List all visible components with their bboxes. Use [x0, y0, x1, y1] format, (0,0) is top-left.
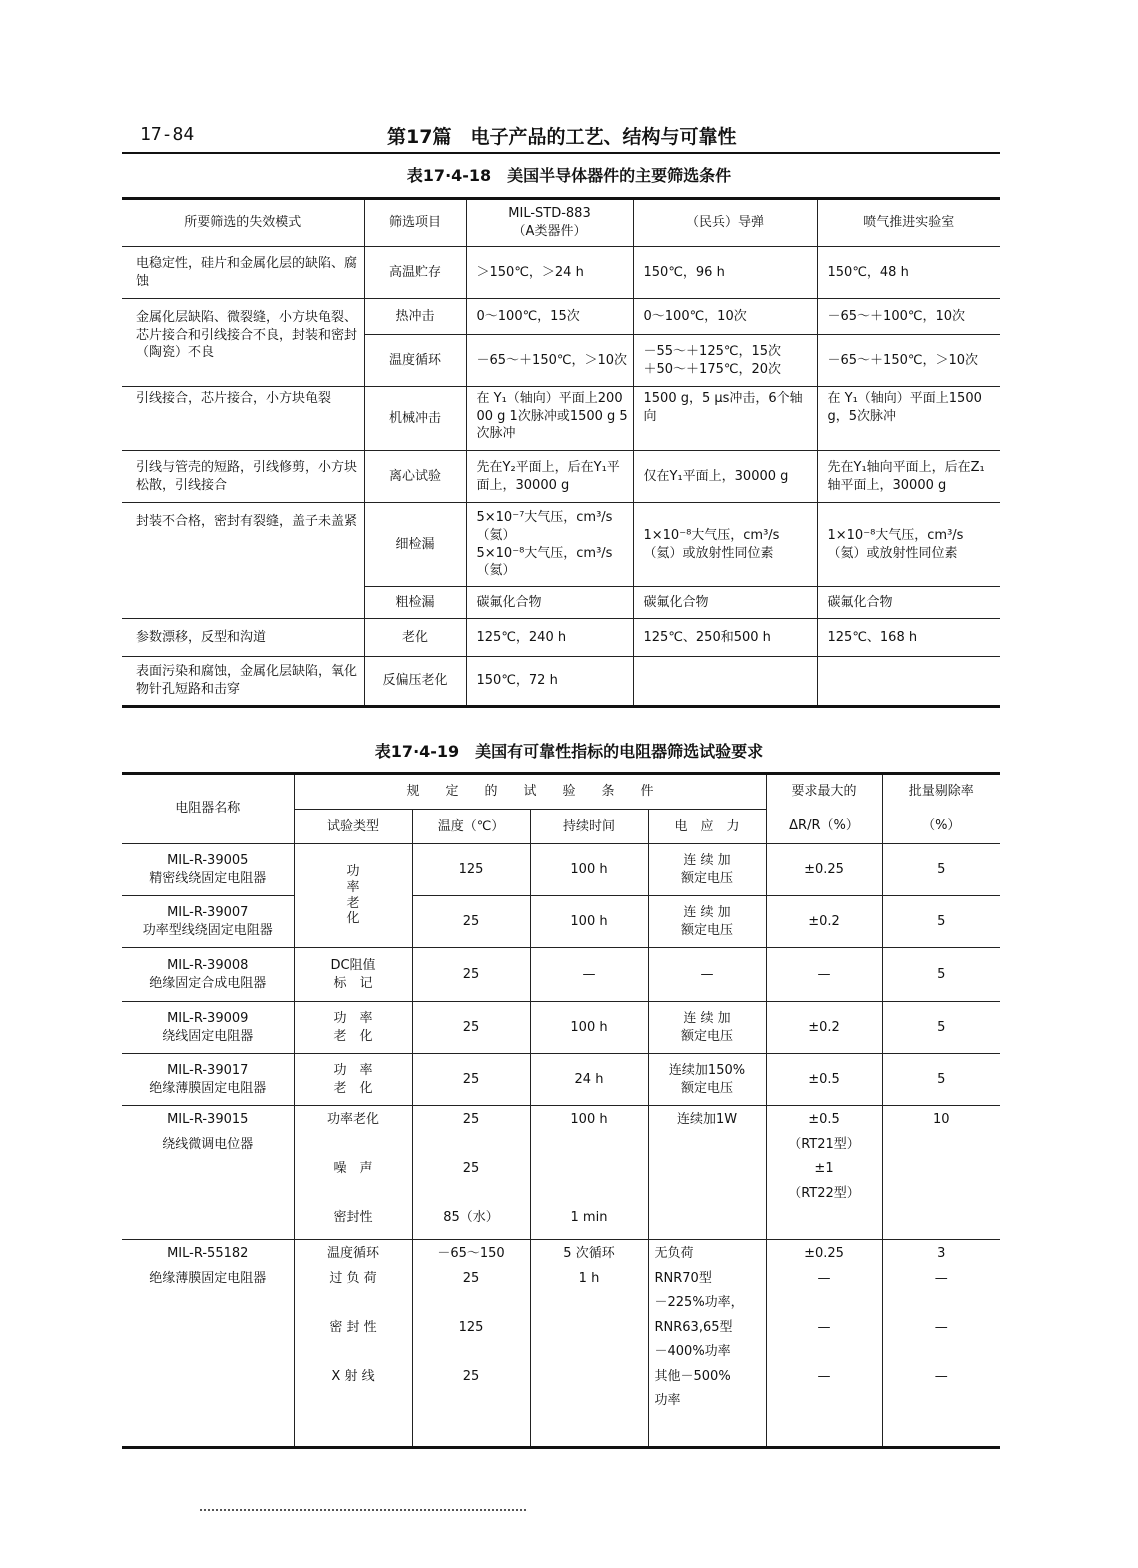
table-cell: —	[648, 948, 766, 1002]
column-header: 筛选项目	[364, 199, 466, 247]
table-cell: 10	[932, 1112, 950, 1127]
table-row	[122, 503, 1000, 587]
table-cell: 在 Y₁（轴向）平面上1500 g，5次脉冲	[817, 387, 1000, 451]
failure-mode-cell: 引线与管壳的短路，引线修剪，小方块松散，引线接合	[122, 451, 364, 503]
table-17-4-18-caption: 表17·4-18 美国半导体器件的主要筛选条件	[406, 166, 732, 185]
page-header	[122, 120, 1000, 154]
table-row	[122, 1002, 1000, 1054]
column-header: 喷气推进实验室	[817, 199, 1000, 247]
table-cell	[633, 657, 817, 707]
table-cell: ±0.2	[766, 896, 882, 948]
table-cell: —	[530, 948, 648, 1002]
table-row	[122, 657, 1000, 707]
screen-item-cell: 热冲击	[364, 299, 466, 335]
table-17-4-18	[122, 197, 1000, 708]
test-type-cell: 功率老化 噪 声 密封性	[294, 1106, 412, 1240]
table-cell: 连续加1W	[648, 1106, 766, 1240]
table-row	[122, 1054, 1000, 1106]
table-cell: ±0.5	[766, 1054, 882, 1106]
table-cell: 125℃、168 h	[817, 619, 1000, 657]
table-17-4-19	[122, 772, 1000, 1449]
table-cell: 连 续 加 额定电压	[648, 844, 766, 896]
table-cell: 100 h	[530, 1002, 648, 1054]
table-row	[122, 1106, 1000, 1240]
table-cell: 5	[882, 896, 1000, 948]
table-cell: 无负荷 RNR70型 －225%功率， RNR63,65型 －400%功率 其他－500% 功率	[648, 1240, 766, 1448]
column-header: 温度（℃）	[412, 810, 530, 844]
table-cell: —	[766, 948, 882, 1002]
table-cell: 连 续 加 额定电压	[648, 1002, 766, 1054]
failure-mode-cell: 封装不合格，密封有裂缝，盖子未盖紧	[122, 503, 364, 619]
column-header: ΔR/R（%）	[766, 810, 882, 844]
table-cell: 5	[882, 844, 1000, 896]
screen-item-cell: 细检漏	[364, 503, 466, 587]
failure-mode-cell: 表面污染和腐蚀，金属化层缺陷，氧化物针孔短路和击穿	[122, 657, 364, 707]
test-type-cell: 功 率 老 化	[294, 844, 412, 948]
column-header: 持续时间	[530, 810, 648, 844]
table-cell: 100 h	[530, 896, 648, 948]
table-cell: 3 — — —	[882, 1240, 1000, 1448]
table-cell: 5	[882, 1054, 1000, 1106]
column-header: （民兵）导弹	[633, 199, 817, 247]
resistor-name-cell: MIL-R-55182 绝缘薄膜固定电阻器	[122, 1240, 294, 1448]
screen-item-cell: 机械冲击	[364, 387, 466, 451]
table-cell: 24 h	[530, 1054, 648, 1106]
test-type-cell: DC阻值 标 记	[294, 948, 412, 1002]
screen-item-cell: 反偏压老化	[364, 657, 466, 707]
table-header-row	[122, 774, 1000, 810]
table-cell: 1×10⁻⁸大气压，cm³/s （氦）或放射性同位素	[633, 503, 817, 587]
table-cell: －65～＋150℃，＞10次	[466, 335, 633, 387]
screen-item-cell: 离心试验	[364, 451, 466, 503]
column-header: 电 应 力	[648, 810, 766, 844]
failure-mode-cell: 参数漂移，反型和沟道	[122, 619, 364, 657]
failure-mode-cell: 金属化层缺陷、微裂缝，小方块龟裂、芯片接合和引线接合不良，封装和密封（陶瓷）不良	[122, 299, 364, 387]
page-number: 17-84	[140, 124, 195, 145]
table-row	[122, 1240, 1000, 1448]
table-row	[122, 619, 1000, 657]
table-cell: －55～＋125℃，15次 ＋50～＋175℃，20次	[633, 335, 817, 387]
dotted-divider	[200, 1509, 526, 1511]
table-cell: 碳氟化合物	[633, 587, 817, 619]
table-cell: 150℃，96 h	[633, 247, 817, 299]
table-cell: 25	[412, 1002, 530, 1054]
table-cell: 在 Y₁（轴向）平面上20000 g 1次脉冲或1500 g 5次脉冲	[466, 387, 633, 451]
table-cell: ＞150℃，＞24 h	[466, 247, 633, 299]
column-header: 试验类型	[294, 810, 412, 844]
table-cell: 0～100℃，15次	[466, 299, 633, 335]
failure-mode-cell: 电稳定性，硅片和金属化层的缺陷、腐蚀	[122, 247, 364, 299]
table-cell: 碳氟化合物	[817, 587, 1000, 619]
table-row	[122, 844, 1000, 896]
table-cell: 100 h	[530, 844, 648, 896]
table-cell: 5	[882, 1002, 1000, 1054]
table-cell: ±0.25 — — —	[766, 1240, 882, 1448]
table-cell: 150℃，48 h	[817, 247, 1000, 299]
table-cell: ±0.2	[766, 1002, 882, 1054]
table-cell: 1500 g，5 μs冲击，6个轴向	[633, 387, 817, 451]
table-cell: 0～100℃，10次	[633, 299, 817, 335]
resistor-name-cell: MIL-R-39005 精密线绕固定电阻器	[122, 844, 294, 896]
table-cell: 5×10⁻⁷大气压，cm³/s（氦） 5×10⁻⁸大气压，cm³/s（氦）	[466, 503, 633, 587]
table-cell: 25	[412, 1054, 530, 1106]
resistor-name-cell: MIL-R-39008 绝缘固定合成电阻器	[122, 948, 294, 1002]
resistor-name-cell: MIL-R-39015 绕线微调电位器	[122, 1106, 294, 1240]
table-cell: 连 续 加 额定电压	[648, 896, 766, 948]
table-cell: 先在Y₁轴向平面上，后在Z₁轴平面上，30000 g	[817, 451, 1000, 503]
table-cell: 25 25 85（水）	[412, 1106, 530, 1240]
table-row	[122, 451, 1000, 503]
table-cell: 先在Y₂平面上，后在Y₁平面上，30000 g	[466, 451, 633, 503]
table-cell: 125℃、250和500 h	[633, 619, 817, 657]
table-cell: ±0.5 （RT21型） ±1 （RT22型）	[766, 1106, 882, 1240]
screen-item-cell: 粗检漏	[364, 587, 466, 619]
table-cell: 5 次循环 1 h	[530, 1240, 648, 1448]
table-cell: 连续加150% 额定电压	[648, 1054, 766, 1106]
resistor-name-cell: MIL-R-39009 绕线固定电阻器	[122, 1002, 294, 1054]
table-cell: 1×10⁻⁸大气压，cm³/s （氦）或放射性同位素	[817, 503, 1000, 587]
table-row	[122, 247, 1000, 299]
column-header: 批量剔除率	[882, 774, 1000, 810]
table-cell: －65～150 25 125 25	[412, 1240, 530, 1448]
table-cell: －65～＋150℃，＞10次	[817, 335, 1000, 387]
column-header: 要求最大的	[766, 774, 882, 810]
table-cell: 25	[412, 896, 530, 948]
resistor-name-cell: MIL-R-39007 功率型线绕固定电阻器	[122, 896, 294, 948]
screen-item-cell: 老化	[364, 619, 466, 657]
table-cell: 100 h 1 min	[530, 1106, 648, 1240]
screen-item-cell: 温度循环	[364, 335, 466, 387]
table-row	[122, 387, 1000, 451]
table-cell: 碳氟化合物	[466, 587, 633, 619]
table-cell: 125℃，240 h	[466, 619, 633, 657]
table-cell: 仅在Y₁平面上，30000 g	[633, 451, 817, 503]
column-header: 所要筛选的失效模式	[122, 199, 364, 247]
table-cell	[817, 657, 1000, 707]
failure-mode-cell: 引线接合，芯片接合，小方块龟裂	[122, 387, 364, 451]
table-cell: 150℃，72 h	[466, 657, 633, 707]
column-header: 电阻器名称	[122, 774, 294, 844]
table-cell: 25	[412, 948, 530, 1002]
table-cell: 125	[412, 844, 530, 896]
table-row	[122, 896, 1000, 948]
test-type-cell: 功 率 老 化	[294, 1054, 412, 1106]
test-type-cell: 功 率 老 化	[294, 1002, 412, 1054]
column-header: （%）	[882, 810, 1000, 844]
table-row	[122, 299, 1000, 335]
table-row	[122, 948, 1000, 1002]
test-type-cell: 温度循环 过 负 荷 密 封 性 X 射 线	[294, 1240, 412, 1448]
table-cell: 5	[882, 948, 1000, 1002]
table-17-4-19-caption: 表17·4-19 美国有可靠性指标的电阻器筛选试验要求	[374, 742, 764, 761]
table-cell: －65～＋100℃，10次	[817, 299, 1000, 335]
screen-item-cell: 高温贮存	[364, 247, 466, 299]
page-header-title: 第17篇 电子产品的工艺、结构与可靠性	[387, 126, 737, 148]
resistor-name-cell: MIL-R-39017 绝缘薄膜固定电阻器	[122, 1054, 294, 1106]
column-header: MIL-STD-883 （A类器件）	[466, 199, 633, 247]
column-header: 规 定 的 试 验 条 件	[294, 774, 766, 810]
table-header-row	[122, 199, 1000, 247]
table-cell: ±0.25	[766, 844, 882, 896]
